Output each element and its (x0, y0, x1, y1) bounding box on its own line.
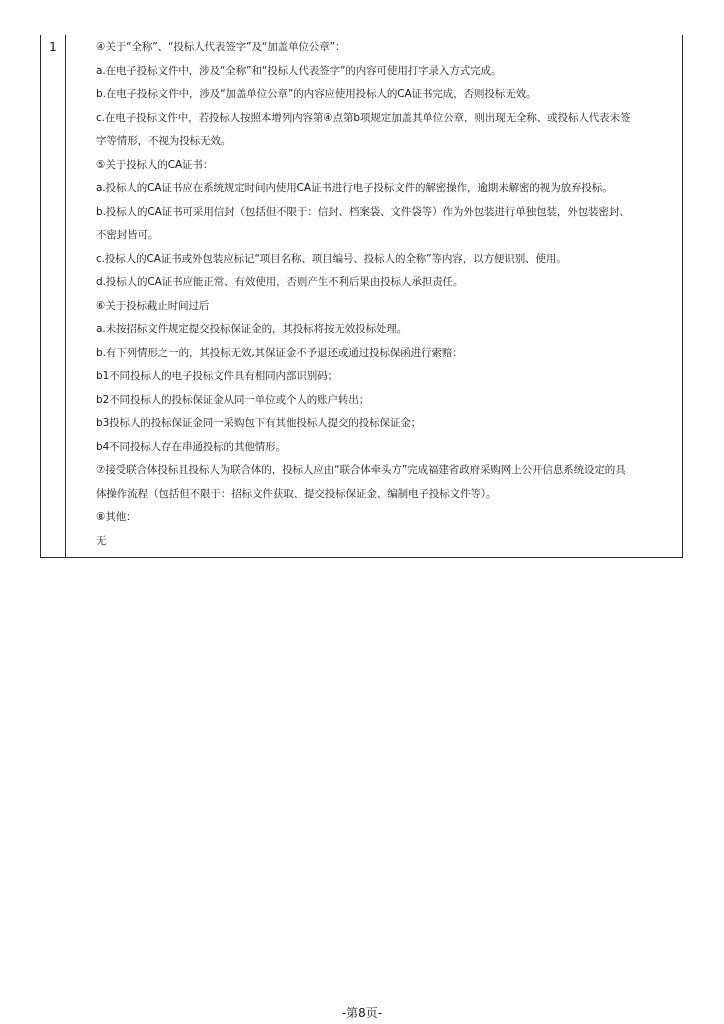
content-line: d.投标人的CA证书应能正常、有效使用，否则产生不利后果由投标人承担责任。 (96, 276, 464, 288)
content-cell (66, 35, 683, 558)
content-line: b2不同投标人的投标保证金从同一单位或个人的账户转出； (96, 393, 370, 406)
row-number-cell (41, 35, 66, 558)
content-line: 字等情形，不视为投标无效。 (96, 135, 232, 147)
content-lines (96, 36, 676, 553)
content-line: b.在电子投标文件中，涉及“加盖单位公章”的内容应使用投标人的CA证书完成，否则投标无效。 (96, 88, 537, 100)
content-line: b1不同投标人的电子投标文件具有相同内部识别码； (96, 370, 338, 382)
content-line: ⑦接受联合体投标且投标人为联合体的，投标人应由“联合体牵头方”完成福建省政府采购网上公开信息系统设定的具 (96, 464, 626, 476)
content-line: ⑥关于投标截止时间过后 (96, 299, 210, 312)
content-line: b4不同投标人存在串通投标的其他情形。 (96, 440, 286, 453)
content-line: c.投标人的CA证书或外包装应标记“项目名称、项目编号、投标人的全称”等内容，以方便识别、使用。 (96, 252, 567, 265)
row-number: 1 (49, 40, 57, 54)
content-line: 体操作流程（包括但不限于：招标文件获取、提交投标保证金、编制电子投标文件等）。 (96, 487, 497, 500)
content-line: a.未按招标文件规定提交投标保证金的，其投标将按无效投标处理。 (96, 323, 408, 335)
content-line: 不密封皆可。 (96, 229, 159, 241)
content-line: a.在电子投标文件中，涉及“全称”和“投标人代表签字”的内容可使用打字录入方式完成。 (96, 64, 502, 77)
requirements-table (40, 35, 683, 558)
content-line: ④关于“全称”、“投标人代表签字”及“加盖单位公章”： (96, 41, 346, 53)
table-row (41, 35, 683, 558)
content-line: 无 (96, 534, 107, 547)
content-line: b3投标人的投标保证金同一采购包下有其他投标人提交的投标保证金； (96, 417, 422, 429)
content-line: b.有下列情形之一的，其投标无效,其保证金不予退还或通过投标保函进行索赔： (96, 346, 463, 359)
content-line: ⑧其他： (96, 511, 137, 523)
content-line: c.在电子投标文件中，若投标人按照本增列内容第④点第b项规定加盖其单位公章，则出现无全称、或投标人代表未签 (96, 111, 631, 124)
page-number: -第8页- (341, 1006, 383, 1020)
content-line: ⑤关于投标人的CA证书： (96, 158, 214, 171)
content-line: a.投标人的CA证书应在系统规定时间内使用CA证书进行电子投标文件的解密操作，逾期未解密的视为放弃投标。 (96, 182, 613, 194)
content-line: b.投标人的CA证书可采用信封（包括但不限于：信封、档案袋、文件袋等）作为外包装进行单独包装，外包装密封、 (96, 205, 630, 218)
